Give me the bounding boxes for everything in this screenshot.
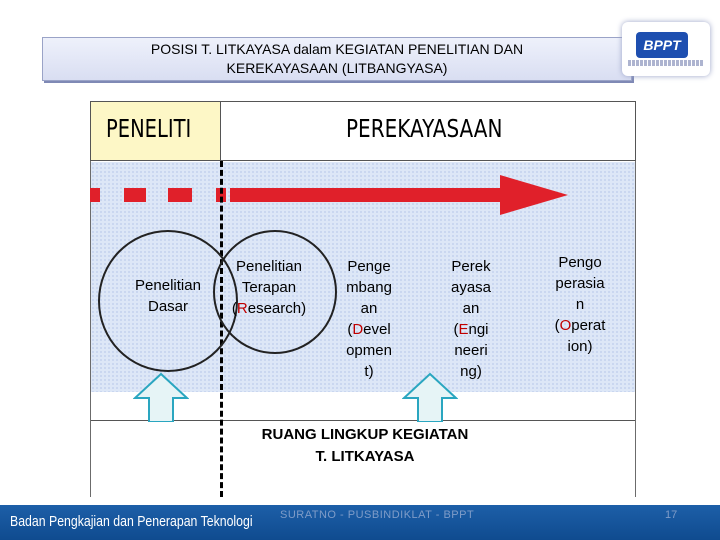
header-perekayasaan: PEREKAYASAAN: [346, 114, 503, 143]
slide-title: [42, 37, 632, 81]
footer-org-name: Badan Pengkajian dan Penerapan Teknologi: [10, 513, 253, 530]
up-arrow-right: [402, 372, 458, 422]
highlight-letter-d: D: [352, 321, 364, 338]
footer-page-number: 17: [665, 509, 678, 521]
arrow-dash-2: [124, 188, 146, 202]
header-peneliti: PENELITI: [106, 114, 192, 143]
stage-perekayasaan-line-6: ng): [460, 363, 482, 380]
stage-perekayasaan-line-2: ayasa: [450, 279, 492, 296]
highlight-letter-e: E: [458, 321, 469, 338]
footer-author: SURATNO - PUSBINDIKLAT - BPPT: [280, 509, 475, 521]
stage-pengembangan-line-2: mbang: [346, 279, 392, 296]
stage-pengembangan: [330, 256, 408, 382]
title-line-2: KEREKAYASAAN (LITBANGYASA): [226, 60, 448, 76]
stage-perekayasaan: [432, 256, 510, 382]
stage-pengoperasian-line-5: ion): [567, 338, 593, 355]
stage-pengembangan-english: (Devel: [347, 321, 391, 338]
highlight-letter-o: O: [559, 317, 572, 334]
stage-perekayasaan-line-1: Perek: [451, 258, 491, 275]
bppt-logo: [622, 22, 710, 76]
arrow-dash-1: [90, 188, 100, 202]
title-line-1: POSISI T. LITKAYASA dalam KEGIATAN PENELITIAN DAN: [150, 41, 524, 57]
stage-dasar-line-1: Penelitian: [135, 277, 201, 294]
scope-line-2: T. LITKAYASA: [315, 448, 415, 465]
stage-pengoperasian-line-2: perasia: [555, 275, 605, 292]
stage-pengoperasian: [542, 252, 618, 357]
progression-arrow: [90, 170, 570, 220]
stage-terapan-english: (Research): [231, 300, 307, 317]
stage-pengembangan-line-3: an: [360, 300, 378, 317]
highlight-letter-r: R: [236, 300, 248, 317]
stage-perekayasaan-line-5: neeri: [454, 342, 488, 359]
arrow-head: [500, 175, 568, 215]
stage-terapan-line-2: Terapan: [241, 279, 297, 296]
logo-subtext-decoration: [628, 60, 704, 66]
stage-pengembangan-line-5: opmen: [346, 342, 392, 359]
stage-pengoperasian-line-3: n: [575, 296, 585, 313]
stage-perekayasaan-english: (Engi: [453, 321, 489, 338]
stage-perekayasaan-line-3: an: [462, 300, 480, 317]
stage-pengembangan-line-6: t): [364, 363, 374, 380]
scope-label: [200, 424, 530, 468]
arrow-dash-3: [168, 188, 192, 202]
stage-dasar-line-2: Dasar: [147, 298, 188, 315]
stage-penelitian-terapan: [214, 256, 324, 319]
logo-mark: BPPT: [636, 32, 688, 58]
stage-penelitian-dasar: [118, 275, 218, 317]
stage-pengoperasian-english: (Operat: [554, 317, 606, 334]
scope-line-1: RUANG LINGKUP KEGIATAN: [261, 426, 469, 443]
stage-pengoperasian-line-1: Pengo: [558, 254, 602, 271]
arrow-shaft: [230, 188, 500, 202]
stage-pengembangan-line-1: Penge: [347, 258, 391, 275]
stage-terapan-line-1: Penelitian: [236, 258, 302, 275]
up-arrow-left: [133, 372, 189, 422]
